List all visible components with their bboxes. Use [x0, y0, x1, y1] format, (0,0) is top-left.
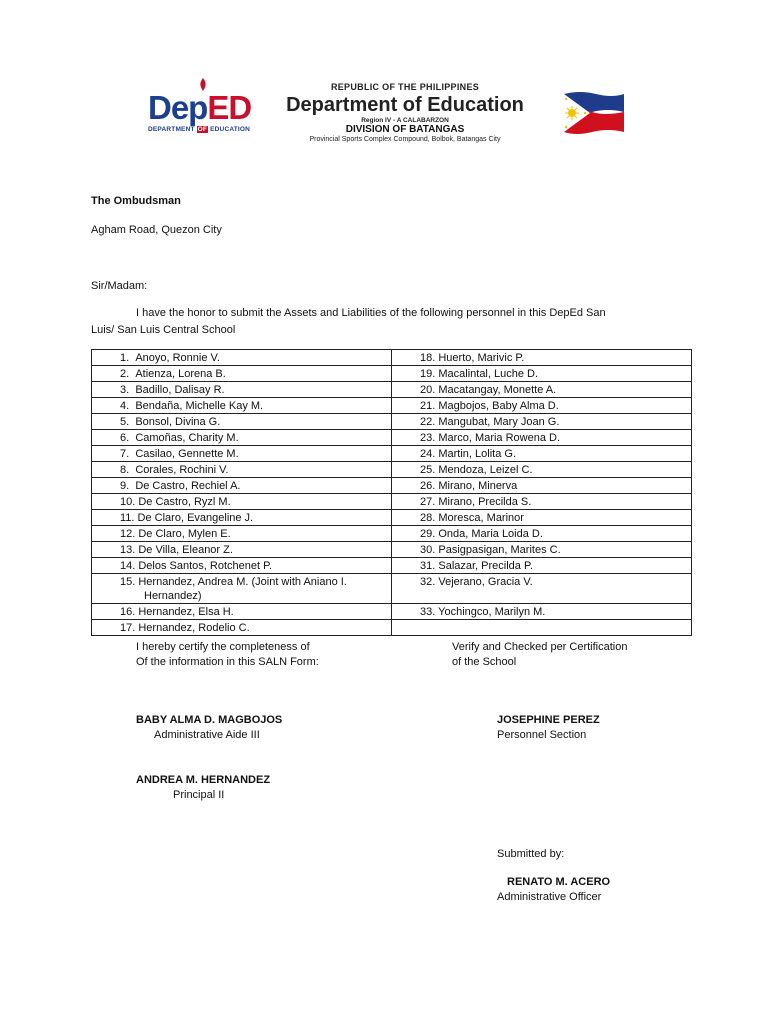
table-row	[92, 462, 692, 478]
personnel-name: Delos Santos, Rotchenet P.	[138, 560, 273, 572]
table-cell	[392, 430, 692, 446]
personnel-name: De Claro, Mylen E.	[138, 528, 231, 540]
table-cell	[392, 558, 692, 574]
item-number: 7.	[120, 448, 130, 460]
table-row	[92, 398, 692, 414]
table-cell	[92, 494, 392, 510]
certify-right-line1: Verify and Checked per Certification	[452, 641, 628, 653]
table-cell	[392, 620, 692, 636]
division-address: Provincial Sports Complex Compound, Bolbok, Batangas City	[309, 136, 501, 143]
table-row	[92, 526, 692, 542]
body-paragraph-line2: Luis/ San Luis Central School	[91, 324, 236, 336]
table-row	[92, 446, 692, 462]
item-number: 24.	[420, 448, 436, 460]
item-number: 5.	[120, 416, 130, 428]
personnel-name: Hernandez, Elsa H.	[138, 606, 234, 618]
table-cell	[92, 446, 392, 462]
table-row	[92, 350, 692, 366]
personnel-table	[91, 349, 692, 636]
item-number: 26.	[420, 480, 436, 492]
deped-logo-subtitle: DEPARTMENT OF EDUCATION	[148, 126, 251, 133]
letterhead-text	[280, 82, 530, 143]
table-row	[92, 510, 692, 526]
recipient-address: Agham Road, Quezon City	[91, 224, 222, 236]
table-cell	[92, 558, 392, 574]
personnel-name: Yochingco, Marilyn M.	[438, 606, 546, 618]
table-row	[92, 478, 692, 494]
table-cell	[392, 414, 692, 430]
table-cell	[392, 462, 692, 478]
item-number: 21.	[420, 400, 436, 412]
table-row	[92, 430, 692, 446]
signatory-name: JOSEPHINE PEREZ	[497, 714, 600, 726]
table-row	[92, 382, 692, 398]
table-row	[92, 542, 692, 558]
personnel-name: Corales, Rochini V.	[135, 464, 229, 476]
table-row	[92, 366, 692, 382]
item-number: 17.	[120, 622, 136, 634]
submitted-by-label: Submitted by:	[497, 848, 565, 860]
table-cell	[92, 382, 392, 398]
item-number: 4.	[120, 400, 130, 412]
item-number: 29.	[420, 528, 436, 540]
signatory-title: Principal II	[173, 789, 225, 801]
item-number: 14.	[120, 560, 136, 572]
item-number: 3.	[120, 384, 130, 396]
republic-label: REPUBLIC OF THE PHILIPPINES	[330, 82, 480, 92]
personnel-name: Anoyo, Ronnie V.	[135, 352, 220, 364]
item-number: 15.	[120, 576, 136, 588]
division-label: DIVISION OF BATANGAS	[345, 124, 465, 135]
item-number: 23.	[420, 432, 436, 444]
table-cell	[92, 430, 392, 446]
signatory-name: RENATO M. ACERO	[507, 876, 611, 888]
table-cell	[92, 398, 392, 414]
item-number: 22.	[420, 416, 436, 428]
table-cell	[392, 574, 692, 604]
item-number: 27.	[420, 496, 436, 508]
item-number: 18.	[420, 352, 436, 364]
region-label: Region IV - A CALABARZON	[361, 117, 449, 124]
certify-right-line2: of the School	[452, 656, 517, 668]
item-number: 19.	[420, 368, 436, 380]
item-number: 8.	[120, 464, 130, 476]
personnel-name: De Claro, Evangeline J.	[137, 512, 254, 524]
department-title: Department of Education	[286, 94, 524, 116]
personnel-name: Marco, Maria Rowena D.	[438, 432, 561, 444]
personnel-name: De Castro, Rechiel A.	[135, 480, 241, 492]
item-number: 31.	[420, 560, 436, 572]
philippine-flag-icon	[560, 88, 626, 140]
personnel-name-continued: Hernandez)	[144, 590, 202, 602]
table-cell	[392, 478, 692, 494]
table-cell	[392, 526, 692, 542]
item-number: 2.	[120, 368, 130, 380]
table-row	[92, 558, 692, 574]
table-cell	[92, 510, 392, 526]
item-number: 28.	[420, 512, 436, 524]
table-cell	[92, 604, 392, 620]
personnel-name: Huerto, Marivic P.	[438, 352, 525, 364]
table-row	[92, 414, 692, 430]
personnel-name: Magbojos, Baby Alma D.	[438, 400, 559, 412]
certify-left-line1: I hereby certify the completeness of	[136, 641, 310, 653]
item-number: 12.	[120, 528, 136, 540]
signatory-title: Personnel Section	[497, 729, 587, 741]
item-number: 25.	[420, 464, 436, 476]
personnel-name: Mendoza, Leizel C.	[438, 464, 533, 476]
table-row	[92, 604, 692, 620]
item-number: 33.	[420, 606, 436, 618]
table-cell	[392, 494, 692, 510]
personnel-name: Bonsol, Divina G.	[135, 416, 221, 428]
salutation: Sir/Madam:	[91, 280, 148, 292]
personnel-name: Pasigpasigan, Marites C.	[438, 544, 561, 556]
table-row	[92, 574, 692, 604]
personnel-name: Vejerano, Gracia V.	[438, 576, 533, 588]
deped-logo	[140, 88, 260, 138]
table-row	[92, 494, 692, 510]
item-number: 13.	[120, 544, 136, 556]
recipient-name: The Ombudsman	[91, 195, 181, 207]
personnel-name: Onda, Maria Loida D.	[438, 528, 543, 540]
table-row	[92, 620, 692, 636]
personnel-name: Hernandez, Rodelio C.	[138, 622, 250, 634]
table-cell	[92, 414, 392, 430]
item-number: 11.	[120, 512, 135, 524]
table-cell	[92, 366, 392, 382]
personnel-name: Badillo, Dalisay R.	[135, 384, 225, 396]
personnel-name: Martin, Lolita G.	[438, 448, 516, 460]
personnel-name: Casilao, Gennette M.	[135, 448, 239, 460]
table-cell	[392, 382, 692, 398]
signatory-name: ANDREA M. HERNANDEZ	[136, 774, 271, 786]
personnel-name: Macalintal, Luche D.	[438, 368, 539, 380]
personnel-name: Salazar, Precilda P.	[438, 560, 533, 572]
personnel-name: Moresca, Marinor	[438, 512, 524, 524]
signatory-title: Administrative Officer	[497, 891, 602, 903]
table-cell	[92, 350, 392, 366]
item-number: 1.	[120, 352, 130, 364]
item-number: 9.	[120, 480, 130, 492]
table-cell	[92, 478, 392, 494]
table-cell	[392, 446, 692, 462]
deped-wordmark: DepED	[148, 89, 252, 126]
personnel-name: Camoñas, Charity M.	[135, 432, 239, 444]
table-cell	[92, 542, 392, 558]
item-number: 6.	[120, 432, 130, 444]
signatory-name: BABY ALMA D. MAGBOJOS	[136, 714, 283, 726]
personnel-name: Bendaña, Michelle Kay M.	[135, 400, 264, 412]
body-paragraph-line1: I have the honor to submit the Assets and Liabilities of the following personnel in this DepEd San	[136, 307, 606, 319]
table-cell	[392, 350, 692, 366]
table-cell	[392, 604, 692, 620]
personnel-name: Macatangay, Monette A.	[438, 384, 557, 396]
table-cell	[392, 398, 692, 414]
table-cell	[92, 462, 392, 478]
personnel-name: De Villa, Eleanor Z.	[138, 544, 233, 556]
table-cell	[392, 542, 692, 558]
item-number: 32.	[420, 576, 436, 588]
table-cell	[92, 620, 392, 636]
table-cell	[92, 526, 392, 542]
item-number: 30.	[420, 544, 436, 556]
personnel-name: Atienza, Lorena B.	[135, 368, 226, 380]
certify-left-line2: Of the information in this SALN Form:	[136, 656, 319, 668]
personnel-name: Mirano, Minerva	[438, 480, 518, 492]
personnel-name: Hernandez, Andrea M. (Joint with Aniano I.	[138, 576, 347, 588]
item-number: 20.	[420, 384, 436, 396]
item-number: 16.	[120, 606, 136, 618]
table-cell	[92, 574, 392, 604]
signatory-title: Administrative Aide III	[154, 729, 260, 741]
table-cell	[392, 366, 692, 382]
item-number: 10.	[120, 496, 136, 508]
personnel-name: Mirano, Precilda S.	[438, 496, 532, 508]
table-cell	[392, 510, 692, 526]
personnel-name: De Castro, Ryzl M.	[138, 496, 231, 508]
personnel-name: Mangubat, Mary Joan G.	[438, 416, 560, 428]
letterhead	[140, 80, 626, 148]
